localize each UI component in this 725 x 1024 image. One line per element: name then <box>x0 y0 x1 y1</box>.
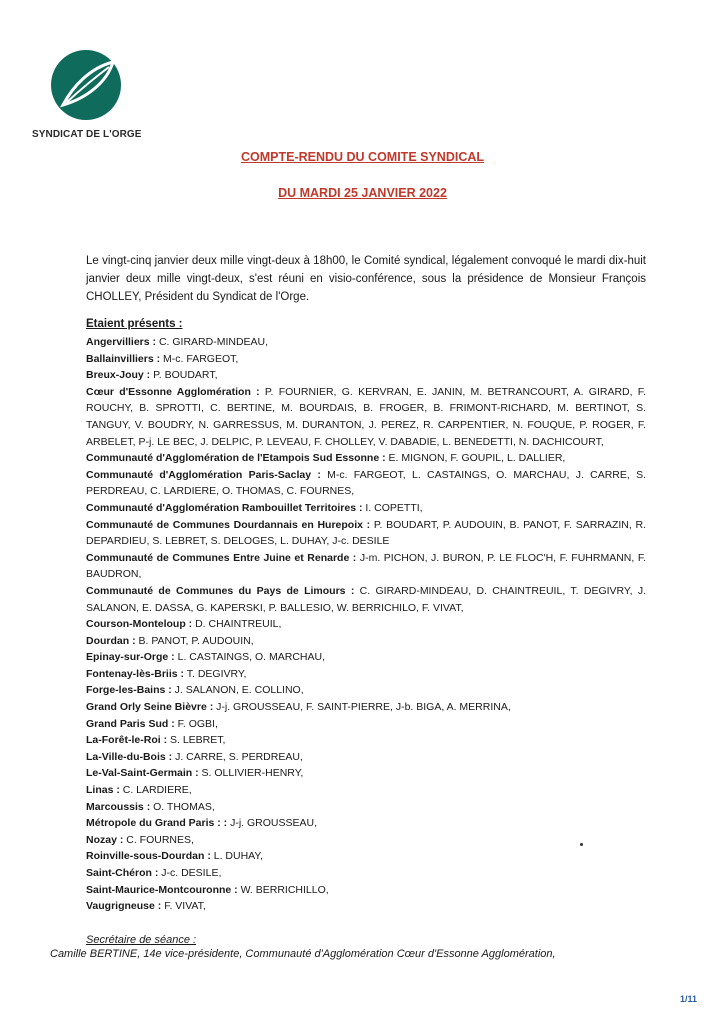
attendee-row <box>86 616 646 633</box>
member-names: J-j. GROUSSEAU, <box>227 817 318 830</box>
attendee-list <box>86 334 646 915</box>
attendee-row <box>86 583 646 616</box>
logo <box>32 48 142 140</box>
member-names: M-c. FARGEOT, <box>160 352 239 365</box>
secretary-text: Camille BERTINE, 14e vice-présidente, Communauté d'Agglomération Cœur d'Essonne Agglomération, <box>50 948 556 960</box>
attendee-row <box>86 550 646 583</box>
intro-paragraph: Le vingt-cinq janvier deux mille vingt-deux à 18h00, le Comité syndical, légalement convoqué le mardi dix-huit janvier deux mille vingt-deux, s'est réuni en visio-conférence, sous la présidence de Monsieur François CHOLLEY, Président du Syndicat de l'Orge. <box>86 255 646 303</box>
member-entity: Dourdan : <box>86 634 136 647</box>
attendee-row <box>86 367 646 384</box>
member-names: T. DEGIVRY, <box>184 667 247 680</box>
member-names: J. SALANON, E. COLLINO, <box>171 684 304 697</box>
attendee-row <box>86 699 646 716</box>
member-names: M-c. FARGEOT, L. CASTAINGS, O. MARCHAU, J. CARRE, S. PERDREAU, C. LARDIERE, O. THOMAS, C. FOURNES, <box>86 468 646 498</box>
member-names: J-c. DESILE, <box>158 867 222 879</box>
attendee-row <box>86 732 646 749</box>
member-names: S. OLLIVIER-HENRY, <box>198 767 304 780</box>
member-names: F. VIVAT, <box>161 900 206 913</box>
member-entity: Vaugrigneuse : <box>86 900 162 913</box>
attendee-row <box>86 649 646 666</box>
org-name: SYNDICAT DE L'ORGE <box>32 129 142 140</box>
member-entity: Le-Val-Saint-Germain : <box>86 767 199 780</box>
member-entity: Roinville-sous-Dourdan : <box>86 850 211 863</box>
attendee-row <box>86 749 646 766</box>
member-names: C. LARDIERE, <box>119 784 192 797</box>
member-entity: La-Ville-du-Bois : <box>86 750 173 763</box>
attendee-row <box>86 467 646 500</box>
member-names: C. GIRARD-MINDEAU, <box>156 336 269 348</box>
member-entity: Métropole du Grand Paris : : <box>86 817 228 830</box>
attendee-row <box>86 832 646 849</box>
member-names: P. BOUDART, P. AUDOUIN, B. PANOT, F. SARRAZIN, R. DEPARDIEU, S. LEBRET, S. DELOGES, L. DUHAY, J-c. DESILE <box>86 518 646 548</box>
attendee-row <box>86 865 646 882</box>
member-names: P. FOURNIER, G. KERVRAN, E. JANIN, M. BETRANCOURT, A. GIRARD, F. ROUCHY, B. SPROTTI, C. BERTINE, M. BOURDAIS, B. FROGER, B. FRIMONT-RICHARD, M. BERTINOT, S. TANGUY, V. BOUDRY, N. GARRESSUS, M. DURANTON, J. PEREZ, R. CARPENTIER, N. FOUQUE, P. ROGER, F. ARBELET, P-j. LE BEC, J. DELPIC, P. LEVEAU, F. CHOLLEY, V. DABADIE, L. BENEDETTI, N. DACHICOURT, <box>86 385 646 448</box>
member-names: B. PANOT, P. AUDOUIN, <box>135 634 254 647</box>
member-names: D. CHAINTREUIL, <box>192 618 282 631</box>
member-entity: Communauté d'Agglomération Paris-Saclay : <box>86 468 321 481</box>
member-entity: Grand Paris Sud : <box>86 717 175 730</box>
document-title: COMPTE-RENDU DU COMITE SYNDICAL <box>240 150 485 164</box>
member-entity: Saint-Maurice-Montcouronne : <box>86 883 238 896</box>
member-entity: Breux-Jouy : <box>86 369 151 382</box>
member-names: P. BOUDART, <box>150 369 218 382</box>
member-entity: Forge-les-Bains : <box>86 684 172 697</box>
present-heading: Etaient présents : <box>86 318 183 330</box>
attendee-row <box>86 716 646 733</box>
member-entity: Linas : <box>86 784 120 797</box>
attendee-row <box>86 765 646 782</box>
stray-mark <box>580 843 583 846</box>
member-names: J-m. PICHON, J. BURON, P. LE FLOC'H, F. FUHRMANN, F. BAUDRON, <box>86 551 646 581</box>
member-entity: La-Forêt-le-Roi : <box>86 734 168 747</box>
member-entity: Nozay : <box>86 833 124 846</box>
leaf-logo-icon <box>47 48 127 126</box>
member-entity: Epinay-sur-Orge : <box>86 651 175 664</box>
member-entity: Angervilliers : <box>86 336 157 348</box>
attendee-row <box>86 517 646 550</box>
member-names: L. CASTAINGS, O. MARCHAU, <box>174 651 326 664</box>
member-entity: Fontenay-lès-Briis : <box>86 667 185 680</box>
member-names: J. CARRE, S. PERDREAU, <box>172 750 303 763</box>
member-names: O. THOMAS, <box>150 800 215 813</box>
attendee-row <box>86 384 646 450</box>
member-entity: Saint-Chéron : <box>86 867 159 879</box>
member-names: W. BERRICHILLO, <box>237 883 329 896</box>
member-entity: Communauté d'Agglomération Rambouillet Territoires : <box>86 501 363 514</box>
attendee-row <box>86 500 646 517</box>
member-entity: Communauté de Communes Entre Juine et Renarde : <box>86 551 357 564</box>
attendee-row <box>86 450 646 467</box>
attendee-row <box>86 633 646 650</box>
member-names: S. LEBRET, <box>167 734 226 747</box>
secretary-label: Secrétaire de séance : <box>86 934 197 946</box>
attendee-row <box>86 848 646 865</box>
attendee-row <box>86 334 646 351</box>
member-names: E. MIGNON, F. GOUPIL, L. DALLIER, <box>385 452 566 465</box>
member-entity: Ballainvilliers : <box>86 352 161 365</box>
attendee-row <box>86 682 646 699</box>
member-names: F. OGBI, <box>174 717 218 730</box>
member-entity: Communauté d'Agglomération de l'Etampois Sud Essonne : <box>86 452 386 465</box>
document-date: DU MARDI 25 JANVIER 2022 <box>278 186 447 200</box>
member-names: L. DUHAY, <box>210 850 263 863</box>
attendee-row <box>86 815 646 832</box>
member-names: C. FOURNES, <box>123 833 194 846</box>
page-number: 1/11 <box>679 994 697 1004</box>
member-entity: Marcoussis : <box>86 800 151 813</box>
member-names: I. COPETTI, <box>362 501 423 514</box>
member-entity: Cœur d'Essonne Agglomération : <box>86 385 260 398</box>
attendee-row <box>86 799 646 816</box>
attendee-row <box>86 351 646 368</box>
attendee-row <box>86 882 646 899</box>
member-names: C. GIRARD-MINDEAU, D. CHAINTREUIL, T. DEGIVRY, J. SALANON, E. DASSA, G. KAPERSKI, P. BALLESIO, W. BERRICHILO, F. VIVAT, <box>86 584 646 614</box>
member-names: J-j. GROUSSEAU, F. SAINT-PIERRE, J-b. BIGA, A. MERRINA, <box>213 701 511 714</box>
member-entity: Grand Orly Seine Bièvre : <box>86 701 214 714</box>
attendee-row <box>86 666 646 683</box>
member-entity: Communauté de Communes Dourdannais en Hurepoix : <box>86 518 371 531</box>
attendee-row <box>86 782 646 799</box>
member-entity: Courson-Monteloup : <box>86 618 193 631</box>
member-entity: Communauté de Communes du Pays de Limours : <box>86 584 355 597</box>
attendee-row <box>86 898 646 915</box>
